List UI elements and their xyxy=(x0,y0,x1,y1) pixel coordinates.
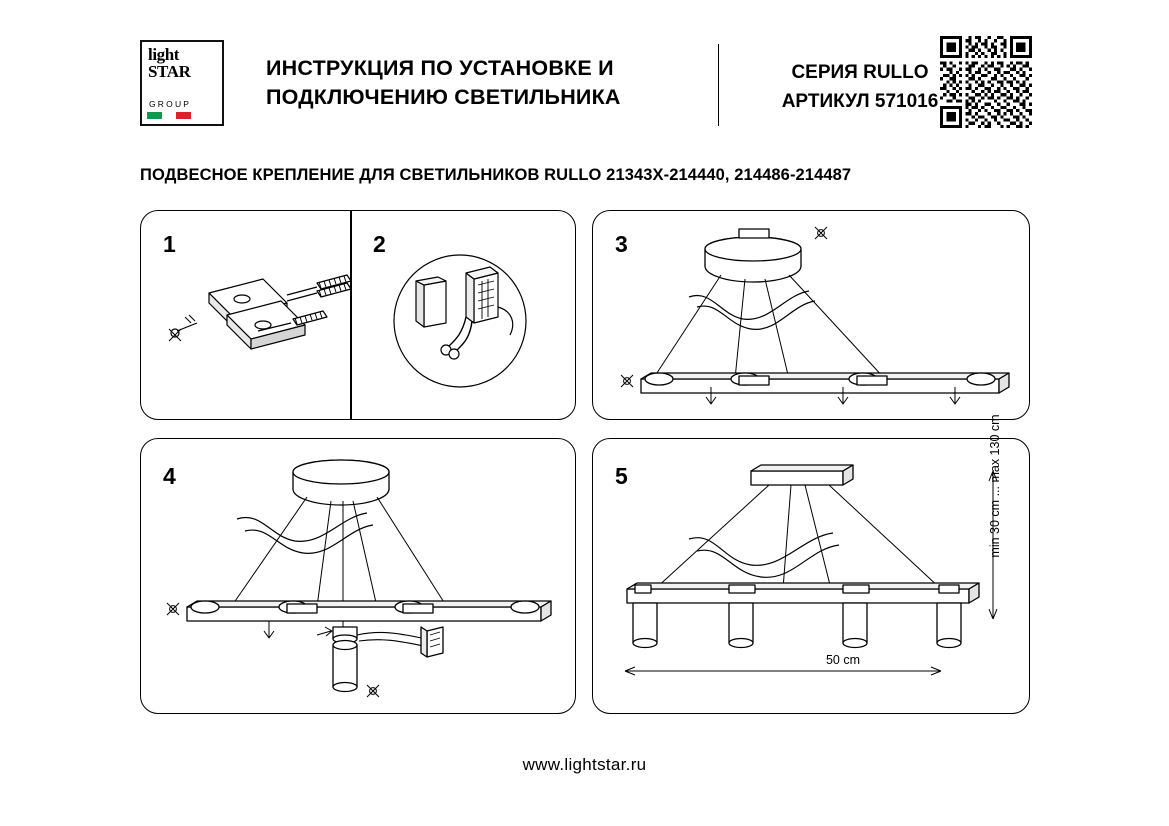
title-line-2: ПОДКЛЮЧЕНИЮ СВЕТИЛЬНИКА xyxy=(266,85,621,109)
article-label: АРТИКУЛ 571016 xyxy=(781,91,939,112)
height-range-label: min 30 cm ... max 130 cm xyxy=(988,414,1002,558)
step-number-3: 3 xyxy=(615,231,628,257)
step-panel-1-2 xyxy=(140,210,576,420)
step-panel-3 xyxy=(592,210,1030,420)
step-panel-4 xyxy=(140,438,576,714)
step-4-illustration xyxy=(141,439,577,715)
step-number-2: 2 xyxy=(373,231,386,257)
website-footer: www.lightstar.ru xyxy=(522,755,647,774)
width-dimension-label: 50 cm xyxy=(825,653,861,667)
section-subtitle: ПОДВЕСНОЕ КРЕПЛЕНИЕ ДЛЯ СВЕТИЛЬНИКОВ RULLO 21343X-214440, 214486-214487 xyxy=(140,166,852,184)
step-3-illustration xyxy=(593,211,1031,421)
logo-group-word: GROUP xyxy=(149,99,192,109)
step-number-5: 5 xyxy=(615,463,628,489)
italian-flag-icon xyxy=(147,112,191,119)
series-label: СЕРИЯ RULLO xyxy=(791,62,929,83)
logo-line-1: light xyxy=(148,45,180,64)
step-number-1: 1 xyxy=(163,231,176,257)
step-panel-5 xyxy=(592,414,1030,714)
logo-wordmark xyxy=(148,46,191,80)
step-number-4: 4 xyxy=(163,463,176,489)
page-title xyxy=(266,54,706,112)
logo-line-2: STAR xyxy=(148,62,191,81)
title-line-1: ИНСТРУКЦИЯ ПО УСТАНОВКЕ И xyxy=(266,56,614,80)
step-5-illustration xyxy=(593,439,1031,715)
lightstar-logo xyxy=(140,40,224,126)
qr-code xyxy=(940,36,1032,128)
header-divider xyxy=(718,44,719,126)
document-header xyxy=(140,36,1032,128)
step-2-illustration xyxy=(350,211,577,421)
